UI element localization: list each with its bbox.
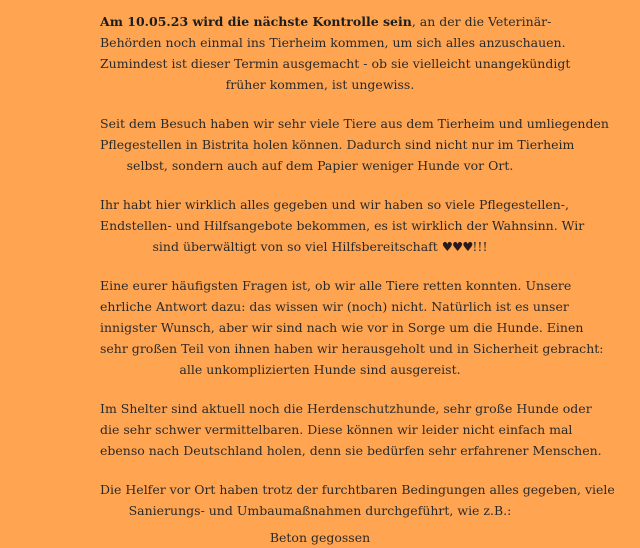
hearts-icon: ♥♥♥ — [441, 239, 473, 254]
inspection-date-highlight: Am 10.05.23 wird die nächste Kontrolle sein — [100, 14, 412, 29]
text-line: sehr großen Teil von ihnen haben wir herausgeholt und in Sicherheit gebracht: — [100, 341, 604, 356]
text-line: Im Shelter sind aktuell noch die Herdenschutzhunde, sehr große Hunde oder — [100, 401, 592, 416]
paragraph-shelter-remaining — [100, 398, 602, 461]
measures-list — [100, 527, 540, 548]
text-line: selbst, sondern auch auf dem Papier weniger Hunde vor Ort. — [126, 158, 514, 173]
text-line: Seit dem Besuch haben wir sehr viele Tiere aus dem Tierheim und umliegenden — [100, 116, 609, 131]
text-line: Eine eurer häufigsten Fragen ist, ob wir alle Tiere retten konnten. Unsere — [100, 278, 572, 293]
text-line: Die Helfer vor Ort haben trotz der furchtbaren Bedingungen alles gegeben, viele — [100, 482, 615, 497]
text-line — [100, 236, 540, 257]
text-line: ebenso nach Deutschland holen, denn sie bedürfen sehr erfahrener Menschen. — [100, 443, 602, 458]
text-line: Sanierungs- und Umbaumaßnahmen durchgeführt, wie z.B.: — [128, 503, 512, 518]
text-line: Endstellen- und Hilfsangebote bekommen, es ist wirklich der Wahnsinn. Wir — [100, 218, 585, 233]
text-line: alle unkomplizierten Hunde sind ausgereist. — [179, 362, 461, 377]
list-item-text: Beton gegossen — [269, 530, 371, 545]
paragraph-helpers — [100, 479, 615, 521]
text-fragment: sind überwältigt von so viel Hilfsbereitschaft — [152, 239, 442, 254]
text-line: die sehr schwer vermittelbaren. Diese können wir leider nicht einfach mal — [100, 422, 573, 437]
text-line: innigster Wunsch, aber wir sind nach wie vor in Sorge um die Hunde. Einen — [100, 320, 584, 335]
text-line: früher kommen, ist ungewiss. — [225, 77, 415, 92]
paragraph-since-visit — [100, 113, 609, 176]
text-line: ehrliche Antwort dazu: das wissen wir (noch) nicht. Natürlich ist es unser — [100, 299, 569, 314]
article-body — [100, 0, 615, 548]
list-item — [100, 527, 540, 548]
text-fragment: , an der die Veterinär- — [411, 14, 552, 29]
paragraph-rescue-question — [100, 275, 604, 380]
text-line — [100, 11, 552, 32]
paragraph-next-inspection — [100, 11, 571, 95]
text-line: Behörden noch einmal ins Tierheim kommen, um sich alles anzuschauen. — [100, 35, 566, 50]
text-line: Ihr habt hier wirklich alles gegeben und wir haben so viele Pflegestellen-, — [100, 197, 569, 212]
text-line: Zumindest ist dieser Termin ausgemacht - ob sie vielleicht unangekündigt — [100, 56, 571, 71]
paragraph-thanks — [100, 194, 585, 257]
text-fragment: !!! — [472, 239, 488, 254]
text-line: Pflegestellen in Bistrita holen können. Dadurch sind nicht nur im Tierheim — [100, 137, 575, 152]
